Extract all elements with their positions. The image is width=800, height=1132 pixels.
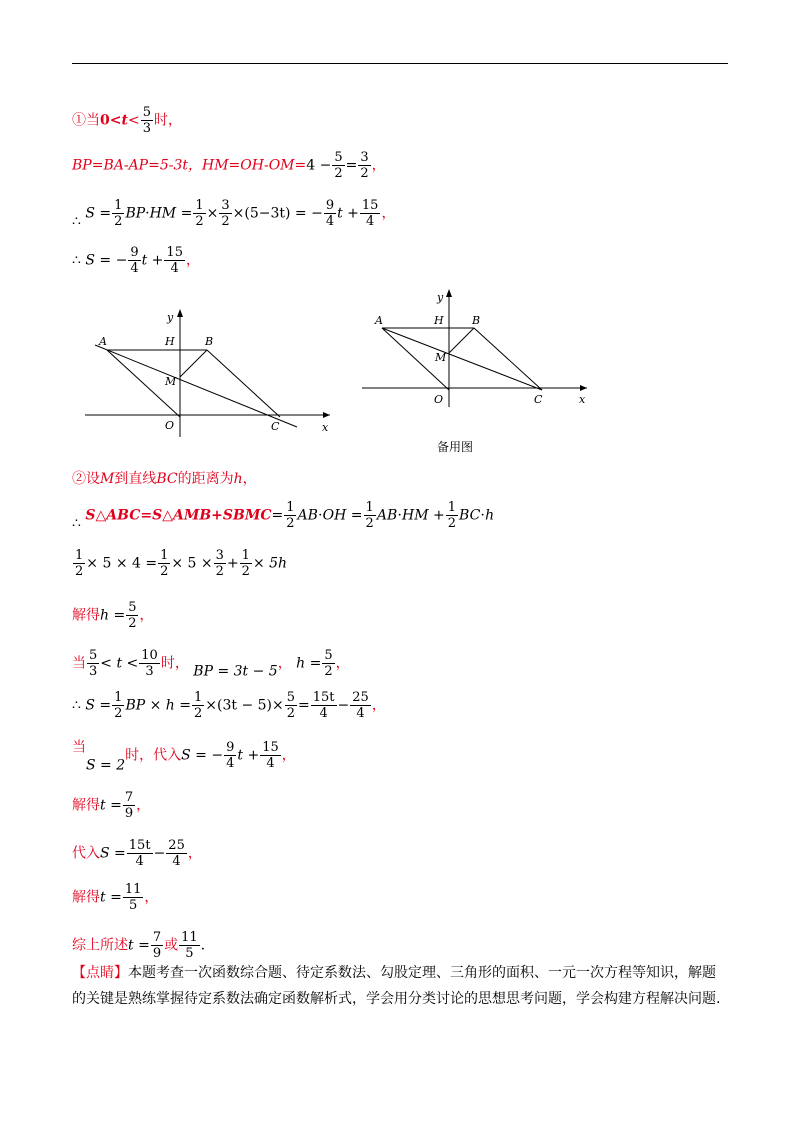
fraction xyxy=(123,790,135,821)
bp-hm: BP·HM = xyxy=(125,205,193,222)
denominator: 2 xyxy=(447,516,457,531)
t-plus: t + xyxy=(237,747,260,764)
header-rule xyxy=(72,63,728,64)
equals: = xyxy=(298,697,310,714)
denominator: 4 xyxy=(319,706,328,721)
numerator: 1 xyxy=(286,500,295,515)
fraction xyxy=(128,245,140,276)
numerator: 1 xyxy=(160,548,169,563)
text: 的距离为 xyxy=(177,471,234,487)
s-formula-3 xyxy=(72,690,386,721)
cond-text: 0< xyxy=(100,112,122,129)
s-eq: S = − xyxy=(181,747,224,764)
fraction xyxy=(260,740,281,771)
s2-substitute-line xyxy=(72,740,296,773)
t-plus: t + xyxy=(141,252,164,269)
denominator: 4 xyxy=(172,854,181,869)
label-y: y xyxy=(167,311,174,324)
numerator: 15 xyxy=(166,245,183,260)
fraction xyxy=(158,548,170,579)
text: 时，代入 xyxy=(125,747,182,764)
fraction xyxy=(151,930,163,961)
s-eq: S = xyxy=(100,845,126,862)
label-x: x xyxy=(322,421,329,434)
y-arrow xyxy=(177,309,183,317)
punct: ， xyxy=(371,697,386,714)
denominator: 2 xyxy=(160,564,169,579)
punct: ， xyxy=(187,845,202,862)
numerator: 15 xyxy=(262,740,279,755)
hm-expr: ，HM=OH-OM= xyxy=(188,157,307,174)
times: × xyxy=(206,205,219,222)
when-label: 当 xyxy=(72,739,86,756)
area-label: S△ABC=S△AMB+SBMC xyxy=(85,507,272,524)
denominator: 2 xyxy=(128,616,137,631)
numerator: 5 xyxy=(286,690,296,705)
case2-condition xyxy=(72,648,350,679)
numerator: 5 xyxy=(128,600,137,615)
fraction xyxy=(446,500,458,531)
punct: ， xyxy=(242,471,257,487)
label-h: H xyxy=(165,335,175,348)
fraction xyxy=(219,198,231,229)
label-c: C xyxy=(271,420,280,433)
denominator: 3 xyxy=(89,664,98,679)
numerator: 9 xyxy=(130,245,139,260)
label-m: M xyxy=(165,375,177,388)
case2-heading xyxy=(72,472,257,486)
denominator: 2 xyxy=(286,516,295,531)
numerator: 1 xyxy=(193,690,203,705)
case-marker: ②设 xyxy=(72,471,100,487)
punct: ， xyxy=(371,157,386,174)
bp-h: BP × h = xyxy=(125,697,191,714)
summary-label: 综上所述 xyxy=(72,937,128,954)
equals: = xyxy=(271,507,284,524)
label-a: A xyxy=(99,335,107,348)
numerator: 9 xyxy=(226,740,235,755)
segment-bc xyxy=(474,328,542,390)
fraction xyxy=(73,548,85,579)
fraction xyxy=(360,198,381,229)
substitute-line xyxy=(72,838,202,869)
numerator: 5 xyxy=(89,648,98,663)
denominator: 2 xyxy=(193,706,203,721)
substitute-label: 代入 xyxy=(72,845,100,862)
denominator: 2 xyxy=(241,564,250,579)
bp-hm-line xyxy=(72,150,386,181)
numerator: 3 xyxy=(360,150,369,165)
denominator: 9 xyxy=(152,946,162,961)
fraction xyxy=(164,245,185,276)
numerator: 9 xyxy=(325,198,335,213)
punct: ， xyxy=(335,655,350,672)
denominator: 5 xyxy=(128,898,138,913)
s-eq: S = xyxy=(85,697,112,714)
denominator: 4 xyxy=(266,756,275,771)
numerator: 1 xyxy=(114,690,123,705)
y-arrow xyxy=(446,289,452,297)
comment-block xyxy=(72,960,728,1012)
punct: ， xyxy=(136,797,151,814)
solve-label: 解得 xyxy=(72,797,100,814)
denominator: 4 xyxy=(356,706,365,721)
denominator: 4 xyxy=(325,214,335,229)
denominator: 2 xyxy=(324,664,333,679)
s-value: S = 2 xyxy=(86,757,126,774)
fraction xyxy=(332,150,344,181)
inequality: < t < xyxy=(100,655,139,672)
minus: − xyxy=(337,697,350,714)
denominator: 2 xyxy=(75,564,84,579)
calc-text: × 5 × 4 = xyxy=(86,555,158,572)
t-eq: t = xyxy=(100,889,122,906)
var-bc: BC xyxy=(156,471,178,487)
punct: . xyxy=(200,937,206,954)
denominator: 2 xyxy=(365,516,374,531)
var-h: h xyxy=(233,471,243,487)
therefore-symbol: ∴ xyxy=(72,515,81,532)
label-a: A xyxy=(375,314,383,327)
fraction xyxy=(141,105,153,136)
calc-text: × 5 × xyxy=(171,555,213,572)
x-arrow xyxy=(580,385,587,391)
figure-1-diagram xyxy=(85,305,335,440)
numerator: 1 xyxy=(75,548,84,563)
solve-label: 解得 xyxy=(72,607,100,624)
punct: ， xyxy=(185,252,200,269)
denominator: 3 xyxy=(142,121,151,136)
calc-text: × 5h xyxy=(252,555,288,572)
fraction xyxy=(126,600,138,631)
numerator: 1 xyxy=(241,548,250,563)
numerator: 15t xyxy=(312,690,335,705)
fraction xyxy=(179,930,200,961)
text: 时， xyxy=(160,655,189,672)
denominator: 4 xyxy=(135,854,144,869)
cond-var: t xyxy=(121,112,128,129)
denominator: 4 xyxy=(130,261,139,276)
label-b: B xyxy=(205,335,214,348)
t-plus: t + xyxy=(337,205,359,222)
x-arrow xyxy=(323,412,330,418)
fraction xyxy=(193,198,205,229)
fraction xyxy=(364,500,376,531)
denominator: 4 xyxy=(366,214,375,229)
calc-text: + xyxy=(226,555,239,572)
segment-mb xyxy=(180,350,207,377)
when-label: 当 xyxy=(72,655,86,672)
numerator: 5 xyxy=(142,105,151,120)
cond-end: 时， xyxy=(153,112,182,129)
t-eq: t = xyxy=(128,937,150,954)
fraction xyxy=(324,198,336,229)
numerator: 1 xyxy=(365,500,374,515)
label-c: C xyxy=(534,393,543,406)
denominator: 2 xyxy=(215,564,224,579)
s-eq: S = xyxy=(85,205,112,222)
label-o: O xyxy=(434,393,444,406)
case-marker: ①当 xyxy=(72,112,100,129)
fraction xyxy=(224,740,236,771)
numerator: 7 xyxy=(124,790,134,805)
equals: = xyxy=(345,157,358,174)
numerator: 5 xyxy=(324,648,333,663)
bp-expr: BP = 3t − 5 xyxy=(193,663,278,680)
area-equation xyxy=(72,500,494,531)
fraction xyxy=(123,882,144,913)
fraction xyxy=(284,500,296,531)
h-eq: h = xyxy=(100,607,126,624)
therefore-symbol: ∴ xyxy=(72,252,81,269)
fraction xyxy=(166,838,187,869)
fraction xyxy=(192,690,204,721)
label-b: B xyxy=(472,314,481,327)
comment-tag: 【点睛】 xyxy=(72,965,128,981)
fraction xyxy=(350,690,371,721)
comment-text: 本题考查一次函数综合题、待定系数法、勾股定理、三角形的面积、一元一次方程等知识，解题的关键是熟练掌握待定系数法确定函数解析式，学会用分类讨论的思想思考问题，学会构建方程解决问题. xyxy=(72,965,721,1007)
denominator: 2 xyxy=(286,706,296,721)
denominator: 2 xyxy=(360,166,369,181)
fraction xyxy=(112,198,124,229)
denominator: 4 xyxy=(170,261,179,276)
label-x: x xyxy=(579,393,586,406)
fraction xyxy=(87,648,99,679)
numerator: 1 xyxy=(447,500,457,515)
denominator: 2 xyxy=(221,214,230,229)
calc-equation xyxy=(72,548,287,579)
denominator: 2 xyxy=(334,166,343,181)
numerator: 3 xyxy=(221,198,230,213)
case1-heading xyxy=(72,105,182,136)
numerator: 15 xyxy=(361,198,379,213)
h-eq: h = xyxy=(296,655,322,672)
four-minus: 4 − xyxy=(306,157,332,174)
fraction xyxy=(285,690,297,721)
denominator: 2 xyxy=(114,706,123,721)
bc-h: BC⋅h xyxy=(459,507,495,524)
or-text: 或 xyxy=(164,937,179,954)
punct: ， xyxy=(144,889,159,906)
numerator: 11 xyxy=(124,882,142,897)
label-m: M xyxy=(435,351,447,364)
fraction xyxy=(214,548,226,579)
t-eq: t = xyxy=(100,797,122,814)
therefore-symbol: ∴ xyxy=(72,697,81,714)
denominator: 2 xyxy=(114,214,123,229)
var-m: M xyxy=(100,471,115,487)
numerator: 3 xyxy=(215,548,224,563)
numerator: 25 xyxy=(352,690,369,705)
bp-expr: BP=BA-AP=5-3 xyxy=(72,157,183,174)
fraction xyxy=(112,690,124,721)
punct: ， xyxy=(381,205,396,222)
fraction xyxy=(139,648,160,679)
summary-line xyxy=(72,930,205,961)
figure-2-caption: 备用图 xyxy=(437,440,474,454)
fraction xyxy=(127,838,153,869)
numerator: 7 xyxy=(152,930,162,945)
numerator: 1 xyxy=(114,198,123,213)
fraction xyxy=(240,548,252,579)
therefore-symbol: ∴ xyxy=(72,213,81,230)
s-formula-2 xyxy=(72,245,200,276)
denominator: 3 xyxy=(145,664,154,679)
solve-t2-line xyxy=(72,882,158,913)
fraction xyxy=(311,690,337,721)
punct: ， xyxy=(277,655,292,672)
label-y: y xyxy=(437,291,444,304)
numerator: 15t xyxy=(128,838,151,853)
segment-mb xyxy=(449,328,474,353)
numerator: 1 xyxy=(195,198,204,213)
numerator: 5 xyxy=(334,150,343,165)
mid-expr: ×(3t − 5)× xyxy=(205,697,284,714)
s-formula-1 xyxy=(72,198,395,229)
s-eq: S = − xyxy=(85,252,128,269)
numerator: 10 xyxy=(141,648,158,663)
ab-oh: AB⋅OH = xyxy=(297,507,363,524)
mid-expr: ×(5−3t) = − xyxy=(232,205,323,222)
denominator: 2 xyxy=(195,214,204,229)
denominator: 9 xyxy=(124,806,134,821)
punct: ， xyxy=(139,607,154,624)
numerator: 25 xyxy=(168,838,185,853)
fraction xyxy=(358,150,370,181)
label-o: O xyxy=(165,419,175,432)
line-ac xyxy=(382,328,542,390)
figure-2-diagram xyxy=(362,285,592,410)
label-h: H xyxy=(434,314,444,327)
text: 到直线 xyxy=(114,471,157,487)
punct: ， xyxy=(281,747,296,764)
ab-hm: AB⋅HM + xyxy=(376,507,445,524)
segment-bc xyxy=(207,350,280,417)
numerator: 11 xyxy=(181,930,198,945)
solve-t1-line xyxy=(72,790,150,821)
minus: − xyxy=(153,845,166,862)
solve-label: 解得 xyxy=(72,889,100,906)
fraction xyxy=(322,648,334,679)
denominator: 4 xyxy=(226,756,235,771)
solve-h-line xyxy=(72,600,153,631)
t-var: t xyxy=(182,157,189,174)
denominator: 5 xyxy=(185,946,194,961)
cond-lt: < xyxy=(127,112,140,129)
